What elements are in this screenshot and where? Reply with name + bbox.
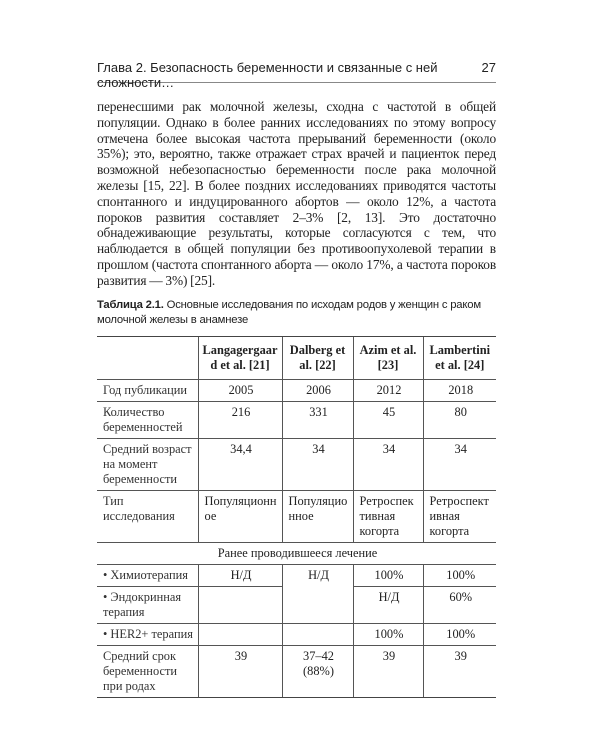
header-cell: Langagergaard et al. [21] (198, 336, 282, 379)
cell: Н/Д (198, 564, 282, 586)
table-row (97, 564, 496, 586)
cell: 45 (353, 401, 423, 438)
cell: 100% (423, 564, 496, 586)
cell: Ретроспективная когорта (423, 490, 496, 542)
cell: 39 (423, 645, 496, 697)
cell: 100% (353, 623, 423, 645)
cell: 100% (423, 623, 496, 645)
row-label: • HER2+ терапия (97, 623, 198, 645)
cell (198, 586, 282, 623)
cell: Ретроспективная когорта (353, 490, 423, 542)
table-caption (97, 298, 502, 328)
row-label: Год публикации (97, 379, 198, 401)
header-cell: Lambertini et al. [24] (423, 336, 496, 379)
cell: 80 (423, 401, 496, 438)
section-row (97, 542, 496, 564)
row-label: Средний срок беременности при родах (97, 645, 198, 697)
caption-label: Таблица 2.1. (97, 298, 164, 311)
cell: 2006 (282, 379, 353, 401)
cell: 2005 (198, 379, 282, 401)
section-label: Ранее проводившееся лечение (97, 542, 496, 564)
cell: Н/Д (282, 564, 353, 623)
row-label: • Эндокринная терапия (97, 586, 198, 623)
body-text (97, 99, 496, 289)
outcomes-table (97, 336, 496, 698)
page-number: 27 (481, 60, 496, 75)
cell: 331 (282, 401, 353, 438)
table-row (97, 490, 496, 542)
cell: 2012 (353, 379, 423, 401)
row-label: Количество беременностей (97, 401, 198, 438)
table-row (97, 438, 496, 490)
header-cell (97, 336, 198, 379)
cell: 39 (198, 645, 282, 697)
chapter-title: Глава 2. Безопасность беременности и связанные с ней сложности… (97, 60, 438, 90)
table-row (97, 379, 496, 401)
caption-text: Основные исследования по исходам родов у женщин с раком молочной железы в анамнезе (97, 298, 481, 326)
paragraph: перенесшими рак молочной железы, сходна с частотой в общей популяции. Однако в более ранних исследованиях по этому вопросу отмечена более высокая частота прерываний беременности (около 35%); это, вероятно, также отражает страх врачей и пациенток перед возможной небезопасностью беременности после рака молочной железы [15, 22]. В более поздних исследованиях приводятся частоты спонтанного и индуцированного абортов — около 12%, а частота пороков развития составляет 2–3% [2, 13]. Это достаточно обнадеживающие результаты, которые согласуются с тем, что наблюдается в общей популяции без противоопухолевой терапии в прошлом (частота спонтанного аборта — около 17%, а частота пороков развития — 3%) [25]. (97, 99, 496, 288)
cell: 37–42 (88%) (282, 645, 353, 697)
cell: 100% (353, 564, 423, 586)
row-label: • Химиотерапия (97, 564, 198, 586)
table-header-row (97, 336, 496, 379)
page (97, 0, 496, 698)
cell: Популяционное (282, 490, 353, 542)
cell (282, 623, 353, 645)
row-label: Средний возраст на момент беременности (97, 438, 198, 490)
cell: Н/Д (353, 586, 423, 623)
cell: 34,4 (198, 438, 282, 490)
header-cell: Azim et al. [23] (353, 336, 423, 379)
cell: 34 (282, 438, 353, 490)
cell: 60% (423, 586, 496, 623)
row-label: Тип исследования (97, 490, 198, 542)
running-header (97, 60, 496, 90)
cell: 2018 (423, 379, 496, 401)
table-row (97, 623, 496, 645)
cell: Популяционное (198, 490, 282, 542)
cell: 216 (198, 401, 282, 438)
cell: 39 (353, 645, 423, 697)
cell: 34 (353, 438, 423, 490)
header-cell: Dalberg et al. [22] (282, 336, 353, 379)
table-row (97, 401, 496, 438)
cell (198, 623, 282, 645)
table-row (97, 645, 496, 697)
cell: 34 (423, 438, 496, 490)
